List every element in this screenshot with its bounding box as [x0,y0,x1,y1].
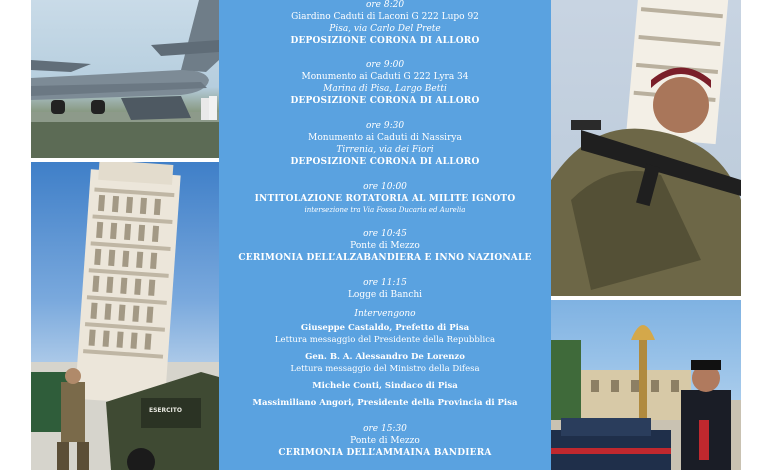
event-place: Logge di Banchi [347,290,423,300]
event-address: Pisa, via Carlo Del Prete [329,24,441,34]
photo-military-aircraft [31,0,219,158]
photo-soldier-with-rifle [551,0,741,296]
event-1045 [219,228,551,264]
event-time: ore 9:00 [365,60,405,70]
event-time: ore 8:20 [365,0,405,10]
event-time: ore 9:30 [365,121,405,131]
event-place: Ponte di Mezzo [350,241,420,251]
speaker-role: Lettura messaggio del Presidente della Repubblica [274,335,496,345]
event-1115 [219,277,551,320]
event-0820 [219,0,551,47]
event-title: CERIMONIA DELL’ALZABANDIERA E INNO NAZIONALE [238,253,532,263]
aircraft-illustration [31,0,219,158]
event-0900 [219,59,551,107]
program-panel [219,0,551,470]
event-1000 [219,181,551,215]
event-address: Tirrenia, via dei Fiori [336,145,434,155]
event-title: INTITOLAZIONE ROTATORIA AL MILITE IGNOTO [254,194,516,204]
event-place: Ponte di Mezzo [350,436,420,446]
event-intervengono: Intervengono [354,309,416,319]
event-title: DEPOSIZIONE CORONA DI ALLORO [290,96,480,106]
speaker-name: Massimiliano Angori, Presidente della Provincia di Pisa [252,398,518,408]
event-title: DEPOSIZIONE CORONA DI ALLORO [290,36,480,46]
event-place: Giardino Caduti di Laconi G 222 Lupo 92 [291,12,479,22]
event-time: ore 11:15 [363,278,407,288]
event-0930 [219,120,551,168]
soldier-illustration [551,0,741,296]
tower-illustration [31,162,219,470]
speaker-name: Michele Conti, Sindaco di Pisa [312,381,458,391]
carabiniere-illustration [551,300,741,470]
photo-carabiniere [551,300,741,470]
event-time: ore 10:00 [363,182,407,192]
event-title: CERIMONIA DELL’AMMAINA BANDIERA [278,448,492,458]
vehicle-label: ESERCITO [149,407,182,414]
event-1530 [219,423,551,459]
speaker-role: Lettura messaggio del Ministro della Difesa [290,364,480,374]
speaker-name: Giuseppe Castaldo, Prefetto di Pisa [300,323,470,333]
speaker-list [219,322,551,409]
event-address: Marina di Pisa, Largo Betti [323,84,447,94]
event-time: ore 10:45 [363,229,407,239]
event-time: ore 15:30 [363,424,407,434]
speaker-name: Gen. B. A. Alessandro De Lorenzo [305,352,465,362]
photo-leaning-tower-soldier [31,162,219,470]
event-title: DEPOSIZIONE CORONA DI ALLORO [290,157,480,167]
event-note: intersezione tra Via Fossa Ducaria ed Aurelia [304,206,466,214]
event-place: Monumento ai Caduti di Nassirya [308,133,462,143]
event-place: Monumento ai Caduti G 222 Lyra 34 [301,72,469,82]
